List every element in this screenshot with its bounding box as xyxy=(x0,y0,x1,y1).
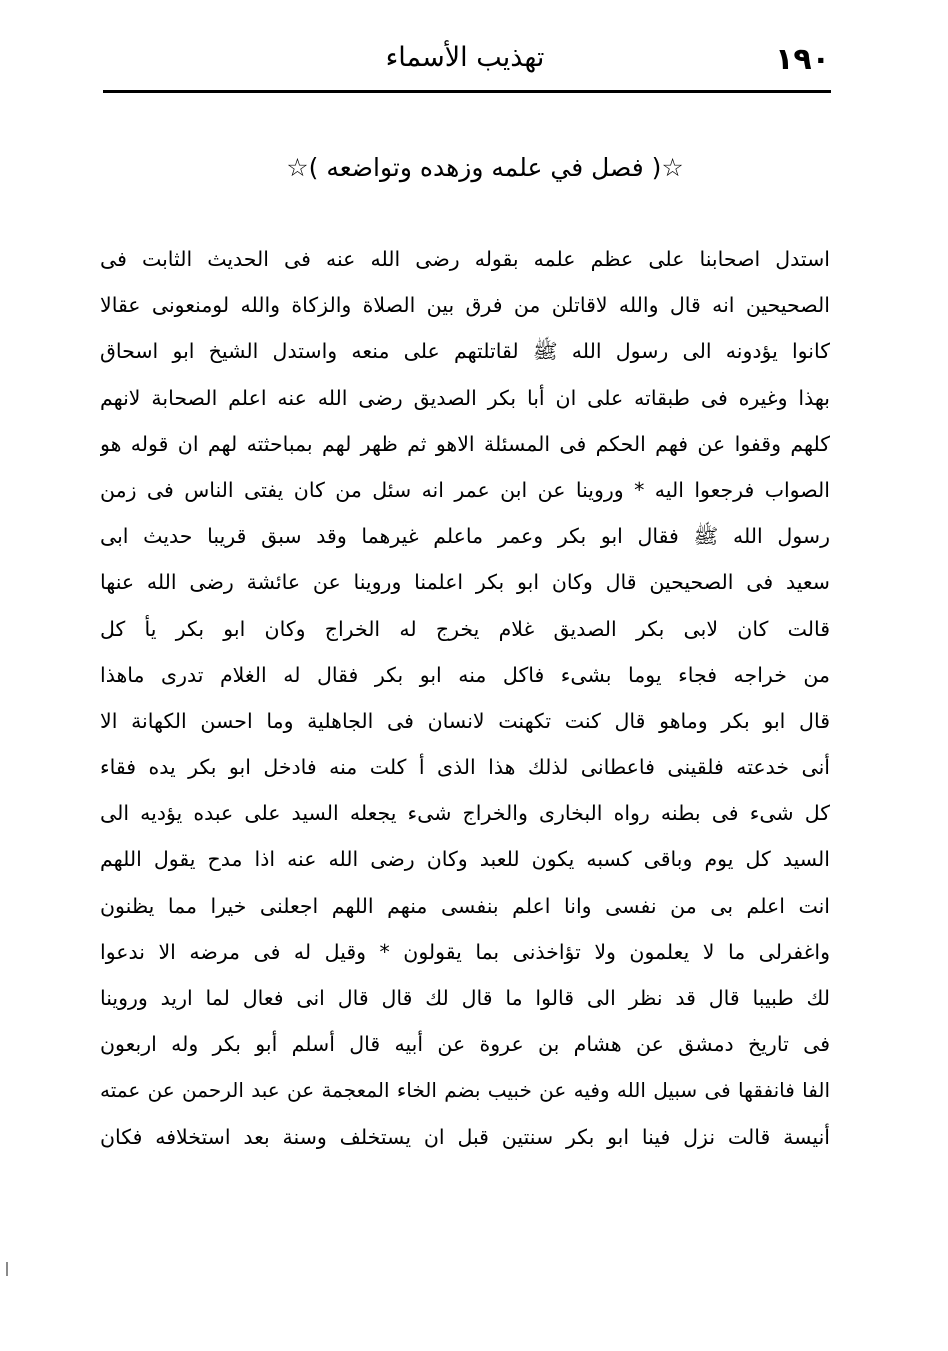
text-line: لك طبيبا قال قد نظر الى قالوا ما قال لك قال قال انى فعال لما اريد وروينا xyxy=(100,986,830,1010)
text-line: واغفرلى ما لا يعلمون ولا تؤاخذنى بما يقولون * وقيل له فى مرضه الا ندعوا xyxy=(100,939,830,964)
scan-edge-mark xyxy=(6,1262,8,1276)
text-line: كلهم وقفوا عن فهم الحكم فى المسئلة الاهو ثم ظهر لهم بمباحثته لهم ان قوله هو xyxy=(100,431,830,456)
text-line: الصحيحين انه قال والله لاقاتلن من فرق بين الصلاة والزكاة والله لومنعونى عقالا xyxy=(100,293,830,318)
text-line: قال ابو بكر وماهو قال كنت تكهنت لانسان فى الجاهلية وما احسن الكهانة الا xyxy=(100,708,830,733)
text-line: الفا فانفقها فى سبيل الله وفيه عن خبيب بضم الخاء المعجمة عن عبد الرحمن عن عمته xyxy=(100,1078,830,1103)
text-line: الصواب فرجعوا اليه * وروينا عن ابن عمر انه سئل من كان يفتى الناس فى زمن xyxy=(100,477,830,502)
text-line: سعيد فى الصحيحين قال وكان ابو بكر اعلمنا وروينا عن عائشة رضى الله عنها xyxy=(100,570,830,595)
text-line: أنى خدعته فلقينى فاعطانى لذلك هذا الذى أ كلت منه فادخل ابو بكر يده فقاء xyxy=(100,755,830,780)
section-heading: ☆( فصل في علمه وزهده وتواضعه )☆ xyxy=(286,153,684,182)
text-line: كل شىء فى بطنه رواه البخارى والخراج شىء يجعله السيد على عبده يؤديه الى xyxy=(100,801,830,826)
page-header xyxy=(100,28,830,90)
text-line: من خراجه فجاء يوما بشىء فاكل منه ابو بكر فقال له الغلام تدرى ماهذا xyxy=(100,662,830,687)
text-line: قالت كان لابى بكر الصديق غلام يخرج له الخراج وكان ابو بكر يأ كل xyxy=(100,616,830,641)
text-line: فى تاريخ دمشق عن هشام بن عروة عن أبيه قال أسلم أبو بكر وله اربعون xyxy=(100,1032,830,1057)
body-text xyxy=(100,236,830,1160)
running-title: تهذيب الأسماء xyxy=(385,42,545,73)
text-line: كانوا يؤدونه الى رسول الله ﷺ لقاتلتهم على منعه واستدل الشيخ ابو اسحاق xyxy=(100,339,830,364)
header-rule xyxy=(103,90,831,93)
text-line: استدل اصحابنا على عظم علمه بقوله رضى الله عنه فى الحديث الثابت فى xyxy=(100,247,830,271)
text-line: انت اعلم بى من نفسى وانا اعلم بنفسى منهم اللهم اجعلنى خيرا مما يظنون xyxy=(100,893,830,918)
text-line: أنيسة قالت نزل فينا ابو بكر سنتين قبل ان يستخلف وسنة بعد استخلافه فكان xyxy=(100,1124,830,1149)
text-line: بهذا وغيره فى طبقاته على ان أبا بكر الصديق رضى الله عنه اعلم الصحابة لانهم xyxy=(100,385,830,410)
text-line: رسول الله ﷺ فقال ابو بكر وعمر ماعلم غيرهما وقد سبق قريبا حديث ابى xyxy=(100,524,830,549)
text-line: السيد كل يوم وباقى كسبه يكون للعبد وكان رضى الله عنه اذا مدح يقول اللهم xyxy=(100,847,830,872)
page-number: ١٩٠ xyxy=(775,42,830,77)
